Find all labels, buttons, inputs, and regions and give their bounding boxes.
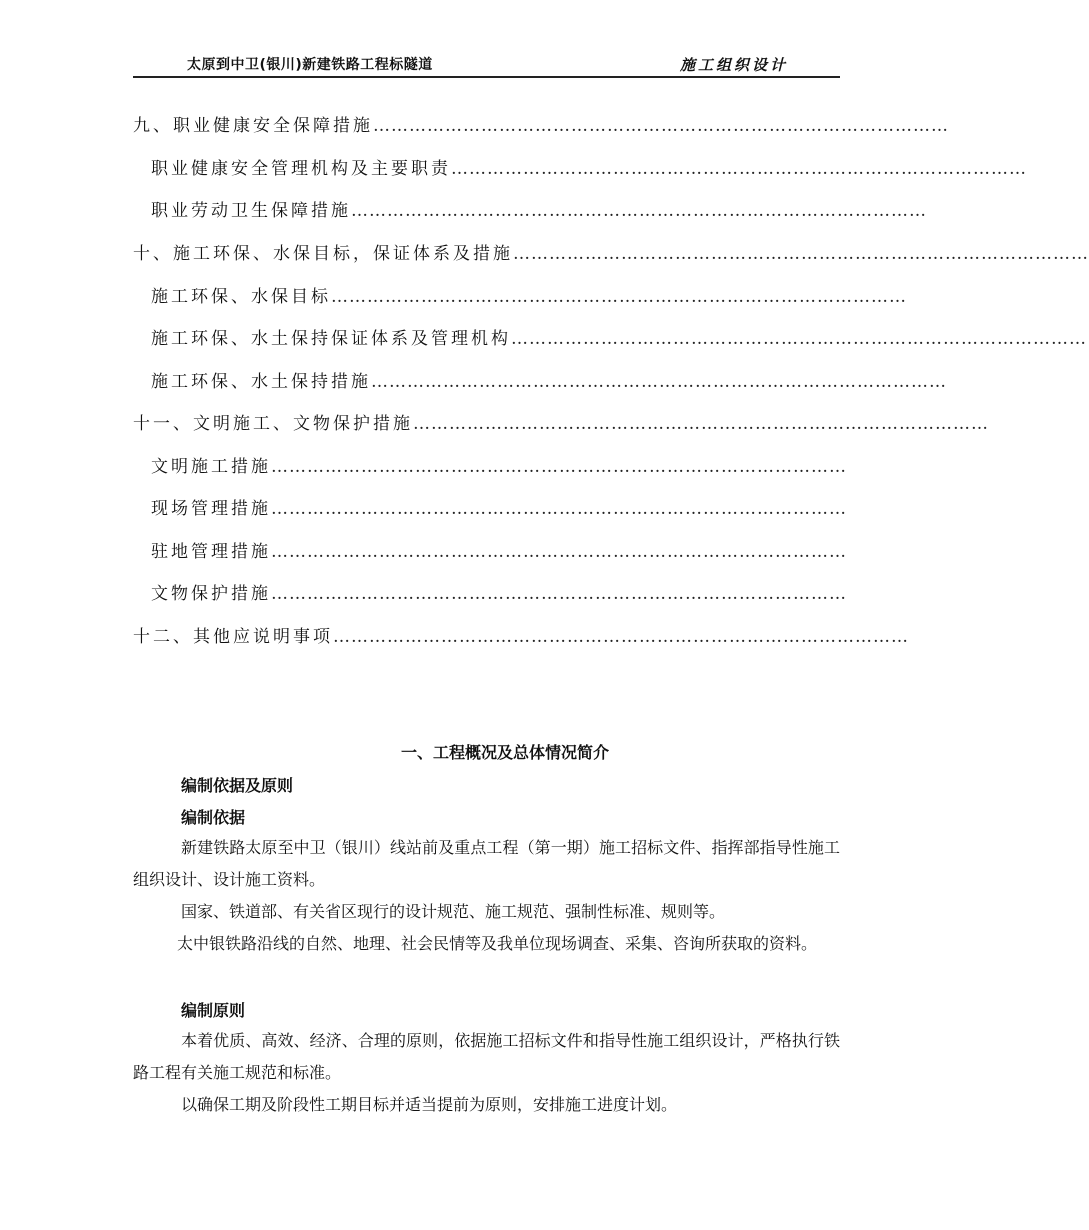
- toc-leader: ……………………………………………………………………………………: [373, 116, 949, 136]
- toc-item[interactable]: [151, 151, 1027, 179]
- toc-item[interactable]: [151, 491, 847, 519]
- toc-leader: ……………………………………………………………………………………: [351, 201, 927, 221]
- toc-leader: ……………………………………………………………………………………: [331, 287, 907, 307]
- paragraph: 以确保工期及阶段性工期目标并适当提前为原则，安排施工进度计划。: [181, 1095, 678, 1114]
- toc-item-label: 施工环保、水土保持保证体系及管理机构: [151, 329, 511, 349]
- toc-item[interactable]: [151, 364, 947, 392]
- toc-item[interactable]: [151, 279, 907, 307]
- toc-leader: ……………………………………………………………………………………: [271, 542, 847, 562]
- toc-item[interactable]: [151, 193, 927, 221]
- toc-item-label: 施工环保、水土保持措施: [151, 372, 371, 392]
- toc-item-label: 施工环保、水保目标: [151, 287, 331, 307]
- toc-item[interactable]: [151, 576, 847, 604]
- toc-item[interactable]: [133, 236, 1089, 264]
- subheading-principles: 编制原则: [181, 1001, 246, 1020]
- paragraph: 新建铁路太原至中卫（银川）线站前及重点工程（第一期）施工招标文件、指挥部指导性施工组织设计、设计施工资料。: [133, 838, 840, 889]
- paragraph: 国家、铁道部、有关省区现行的设计规范、施工规范、强制性标准、规则等。: [181, 902, 726, 921]
- toc-leader: ……………………………………………………………………………………: [371, 372, 947, 392]
- toc-item[interactable]: [133, 619, 909, 647]
- toc-leader: ……………………………………………………………………………………: [271, 499, 847, 519]
- section-title-text: 一、工程概况及总体情况简介: [400, 743, 609, 762]
- toc-item-label: 驻地管理措施: [151, 542, 271, 562]
- toc-item-label: 十一、文明施工、文物保护措施: [133, 414, 413, 434]
- toc-item[interactable]: [133, 108, 949, 136]
- toc-leader: ……………………………………………………………………………………: [271, 584, 847, 604]
- toc-item[interactable]: [133, 406, 989, 434]
- header-doc-title: 施工组织设计: [679, 56, 788, 74]
- toc-leader: ……………………………………………………………………………………: [271, 457, 847, 477]
- section-title: [0, 740, 950, 763]
- toc-item-label: 文明施工措施: [151, 457, 271, 477]
- toc-item-label: 现场管理措施: [151, 499, 271, 519]
- subheading-basis-and-principles: 编制依据及原则: [181, 776, 294, 795]
- toc-item-label: 十、施工环保、水保目标，保证体系及措施: [133, 244, 513, 264]
- toc-item-label: 职业健康安全管理机构及主要职责: [151, 159, 451, 179]
- toc-item-label: 文物保护措施: [151, 584, 271, 604]
- toc-item[interactable]: [151, 534, 847, 562]
- toc-item[interactable]: [151, 449, 847, 477]
- subheading-basis: 编制依据: [181, 808, 246, 827]
- paragraph: 本着优质、高效、经济、合理的原则，依据施工招标文件和指导性施工组织设计，严格执行铁路工程有关施工规范和标准。: [133, 1031, 840, 1082]
- toc-leader: ……………………………………………………………………………………: [333, 627, 909, 647]
- toc-item-label: 九、职业健康安全保障措施: [133, 116, 373, 136]
- paragraph: 太中银铁路沿线的自然、地理、社会民情等及我单位现场调查、采集、咨询所获取的资料。: [177, 934, 818, 953]
- toc-leader: ……………………………………………………………………………………: [413, 414, 989, 434]
- toc-item[interactable]: [151, 321, 1087, 349]
- toc-leader: ……………………………………………………………………………………: [513, 244, 1089, 264]
- header-project-title: 太原到中卫(银川)新建铁路工程标隧道: [187, 57, 433, 73]
- toc-leader: ……………………………………………………………………………………: [451, 159, 1027, 179]
- page-header: [133, 52, 840, 78]
- toc-item-label: 十二、其他应说明事项: [133, 627, 333, 647]
- toc-leader: ……………………………………………………………………………………: [511, 329, 1087, 349]
- toc-item-label: 职业劳动卫生保障措施: [151, 201, 351, 221]
